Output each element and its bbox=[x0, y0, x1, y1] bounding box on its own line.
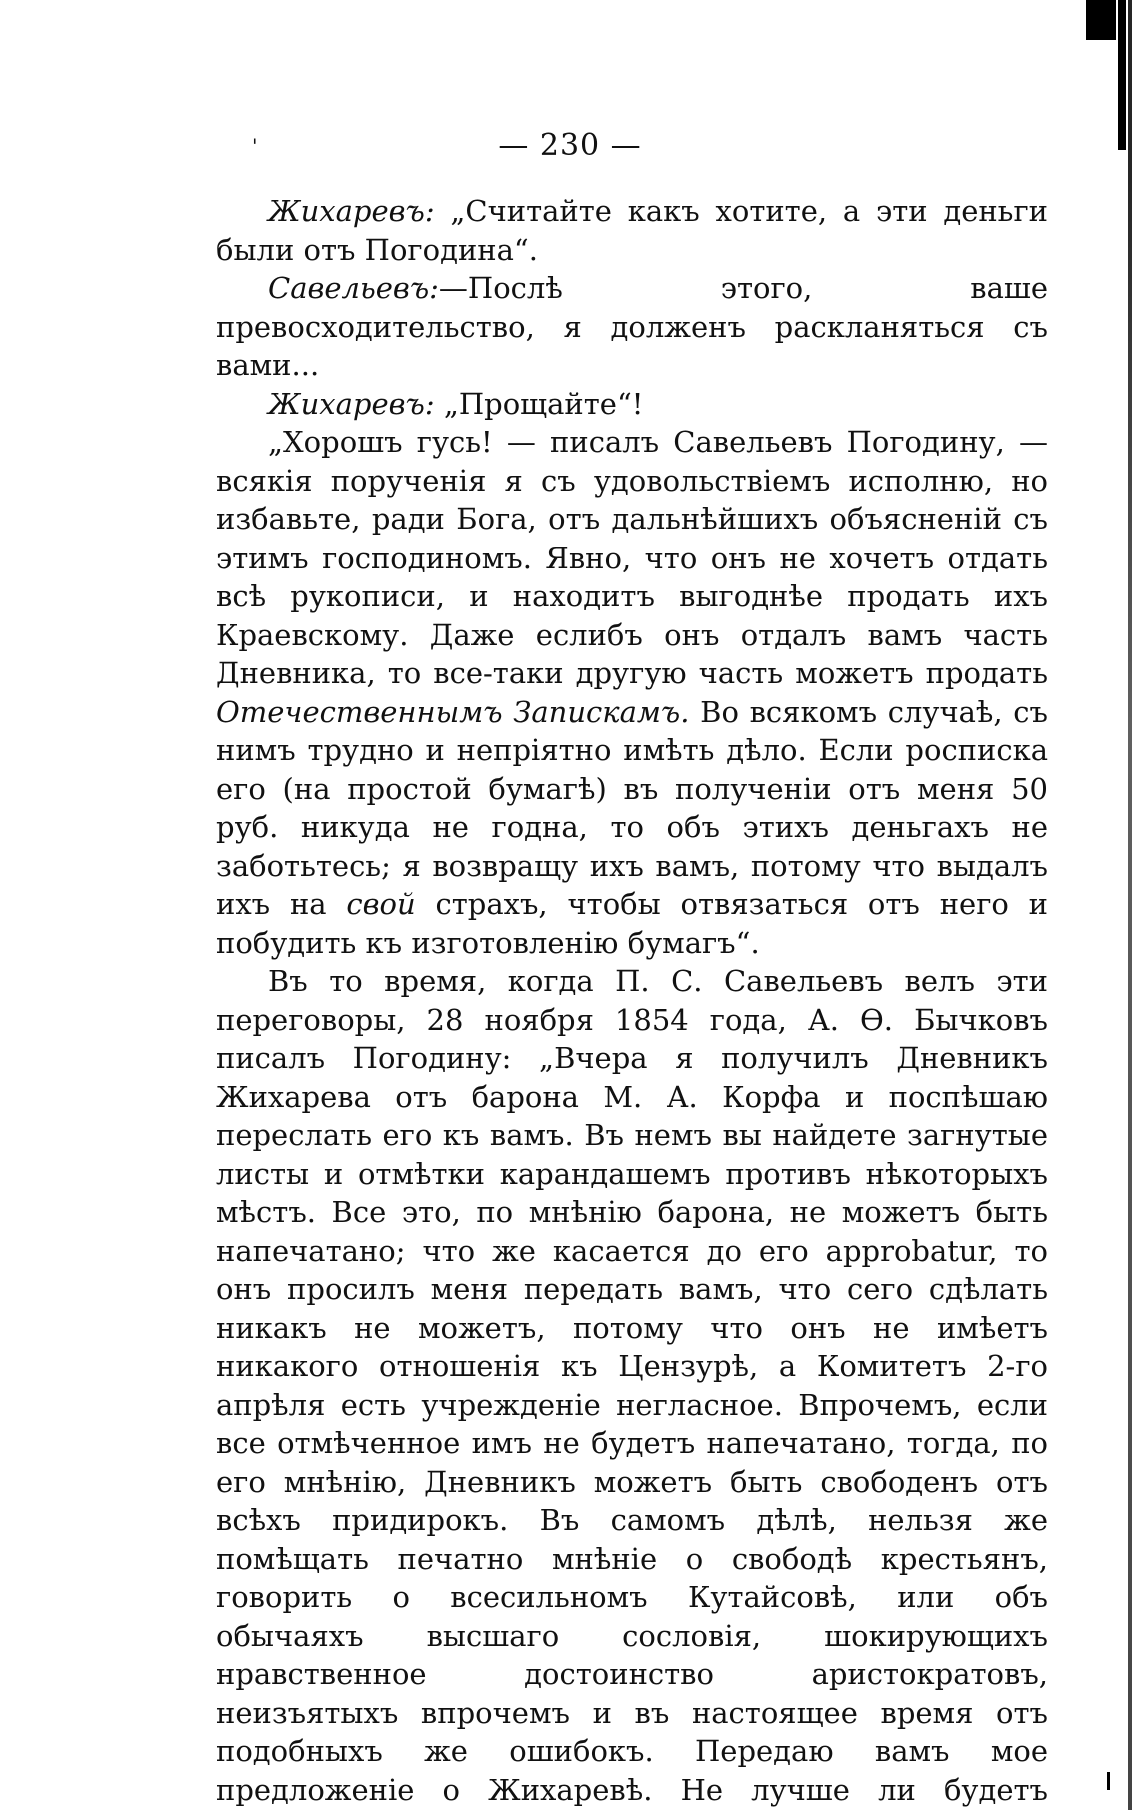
scan-edge-shadow-top bbox=[1086, 0, 1116, 40]
speaker-name: Жихаревъ: bbox=[268, 386, 435, 421]
dialogue-line bbox=[216, 269, 1048, 385]
paragraph-text: „Хорошъ гусь! — писалъ Савельевъ Погодину, — всякія порученія я съ удовольствіемъ исполню, но избавьте, ради Бога, отъ дальнѣйшихъ объясненій съ этимъ господиномъ. Явно, что онъ не хочетъ отдать всѣ рукописи, и находитъ выгоднѣе продать ихъ Краевскому. Даже еслибъ онъ отдалъ вамъ часть Дневника, то все-таки другую часть можетъ продать bbox=[216, 425, 1048, 690]
speaker-name: Жихаревъ: bbox=[268, 194, 435, 228]
margin-mark: ' bbox=[252, 134, 259, 158]
dialogue-text: „Прощайте“! bbox=[434, 386, 644, 421]
paragraph-text: Въ то время, когда П. С. Савельевъ велъ эти переговоры, 28 ноября 1854 года, А. Ѳ. Бычковъ писалъ Погодину: „Вчера я получилъ Дневникъ Жихарева отъ барона М. А. Корфа и поспѣшаю переслать его къ вамъ. Въ немъ вы найдете загнутые листы и отмѣтки карандашемъ противъ нѣкоторыхъ мѣстъ. Все это, по мнѣнію барона, не можетъ быть напечатано; что же касается до его approbatur, то онъ просилъ меня передать вамъ, что сего сдѣлать никакъ не можетъ, потому что онъ не имѣетъ никакого отношенія къ Цензурѣ, а Комитетъ 2-го апрѣля есть учрежденіе негласное. Впрочемъ, если все отмѣченное имъ не будетъ напечатано, тогда, по его мнѣнію, Дневникъ можетъ быть свободенъ отъ всѣхъ придирокъ. Въ самомъ дѣлѣ, нельзя же помѣщать печатно мнѣніе о свободѣ крестьянъ, говорить о всесильномъ Кутайсовѣ, или объ обычаяхъ высшаго сословія, шокирующихъ нравственное достоинство аристократовъ, неизъятыхъ впрочемъ и въ настоящее время отъ подобныхъ же ошибокъ. Передаю вамъ мое предложеніе о Жихаревѣ. Не лучше ли будетъ bbox=[216, 964, 1048, 1807]
dialogue-line bbox=[216, 385, 1048, 424]
scan-edge-tick bbox=[1107, 1772, 1110, 1790]
page-number-text: — 230 — bbox=[498, 128, 642, 163]
scan-edge-line bbox=[1128, 0, 1132, 1810]
italic-word: свой bbox=[346, 887, 416, 921]
dialogue-text: —Послѣ этого, ваше превосходительство, я долженъ раскланяться съ вами... bbox=[216, 271, 1048, 382]
italic-journal-title: Отечественнымъ Запискамъ. bbox=[216, 694, 690, 729]
paragraph-text: страхъ, чтобы отвязаться отъ него и побудить къ изготовленію бумагъ“. bbox=[216, 887, 1048, 960]
page-number bbox=[0, 128, 1140, 163]
narrative-paragraph bbox=[216, 962, 1048, 1809]
dialogue-line bbox=[216, 192, 1048, 269]
paragraph-text: Во всякомъ случаѣ, съ нимъ трудно и непріятно имѣть дѣло. Если росписка его (на простой бумагѣ) въ полученіи отъ меня 50 руб. никуда не годна, то объ этихъ деньгахъ не заботьтесь; я возвращу ихъ вамъ, потому что выдалъ ихъ на bbox=[216, 694, 1048, 921]
speaker-name: Савельевъ: bbox=[268, 271, 439, 305]
dialogue-text: „Считайте какъ хотите, а эти деньги были отъ Погодина“. bbox=[216, 194, 1048, 267]
page-body bbox=[216, 192, 1048, 1809]
letter-quote-paragraph bbox=[216, 423, 1048, 962]
